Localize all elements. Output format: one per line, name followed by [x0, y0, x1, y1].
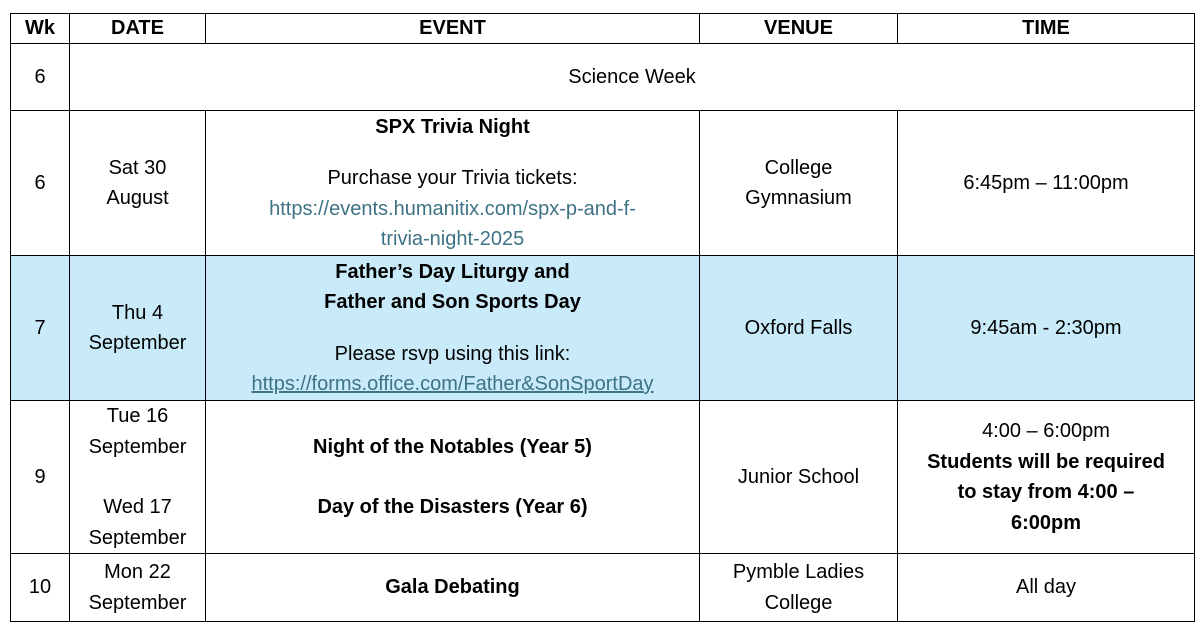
- cell-time: All day: [898, 554, 1195, 622]
- cell-banner: Science Week: [70, 44, 1195, 111]
- cell-wk: 6: [11, 44, 70, 111]
- cell-venue: Junior School: [700, 401, 898, 554]
- date-line: August: [106, 187, 169, 209]
- time-note: to stay from 4:00 –: [957, 481, 1135, 503]
- spacer: [76, 462, 199, 492]
- date-line: Tue 16: [106, 405, 169, 427]
- time-line: 4:00 – 6:00pm: [982, 420, 1110, 442]
- header-venue: VENUE: [700, 14, 898, 44]
- cell-date: [70, 401, 206, 554]
- cell-venue: [700, 554, 898, 622]
- cell-time: 9:45am - 2:30pm: [898, 256, 1195, 401]
- cell-time: 6:45pm – 11:00pm: [898, 111, 1195, 256]
- table-row: [11, 44, 1195, 111]
- cell-time: [898, 401, 1195, 554]
- venue-line: Gymnasium: [745, 187, 852, 209]
- venue-line: College: [764, 591, 833, 614]
- cell-event: [206, 256, 700, 401]
- table-row: [11, 554, 1195, 622]
- cell-event: Gala Debating: [206, 554, 700, 622]
- cell-venue: Oxford Falls: [700, 256, 898, 401]
- link-line: https://events.humanitix.com/spx-p-and-f-: [269, 197, 636, 220]
- date-line: September: [88, 435, 187, 458]
- link-line: trivia-night-2025: [380, 228, 525, 250]
- events-table: [10, 13, 1195, 622]
- venue-line: Pymble Ladies: [732, 561, 865, 583]
- spacer: [212, 318, 693, 339]
- date-line: Thu 4: [111, 301, 164, 324]
- header-date: DATE: [70, 14, 206, 44]
- date-line: Sat 30: [108, 156, 167, 179]
- header-wk: Wk: [11, 14, 70, 44]
- event-title: SPX Trivia Night: [375, 115, 530, 138]
- event-note: Purchase your Trivia tickets:: [327, 167, 578, 189]
- date-line: September: [88, 332, 187, 354]
- header-event: EVENT: [206, 14, 700, 44]
- time-note: 6:00pm: [1010, 511, 1082, 534]
- cell-date: [70, 554, 206, 622]
- date-line: September: [88, 526, 187, 549]
- cell-event: [206, 401, 700, 554]
- cell-date: [70, 256, 206, 401]
- venue-line: College: [764, 156, 833, 179]
- table-row: [11, 401, 1195, 554]
- header-row: [11, 14, 1195, 44]
- date-line: Wed 17: [103, 496, 172, 518]
- event-note: Please rsvp using this link:: [334, 342, 571, 365]
- date-line: September: [88, 591, 187, 614]
- table-row-highlighted: [11, 256, 1195, 401]
- cell-wk: 10: [11, 554, 70, 622]
- event-title: Father’s Day Liturgy and: [335, 260, 570, 283]
- spacer: [212, 142, 693, 163]
- cell-wk: 7: [11, 256, 70, 401]
- cell-venue: [700, 111, 898, 256]
- cell-date: [70, 111, 206, 256]
- cell-event: [206, 111, 700, 256]
- event-title: Day of the Disasters (Year 6): [317, 496, 588, 518]
- rsvp-link[interactable]: https://forms.office.com/Father&SonSportDay: [251, 373, 654, 395]
- time-note: Students will be required: [927, 450, 1165, 473]
- cell-wk: 9: [11, 401, 70, 554]
- cell-wk: 6: [11, 111, 70, 256]
- table-row: [11, 111, 1195, 256]
- trivia-tickets-link[interactable]: [212, 194, 693, 255]
- date-line: Mon 22: [104, 561, 171, 583]
- event-title: Night of the Notables (Year 5): [313, 435, 592, 458]
- spacer: [212, 462, 693, 492]
- header-time: TIME: [898, 14, 1195, 44]
- event-title: Father and Son Sports Day: [324, 291, 581, 313]
